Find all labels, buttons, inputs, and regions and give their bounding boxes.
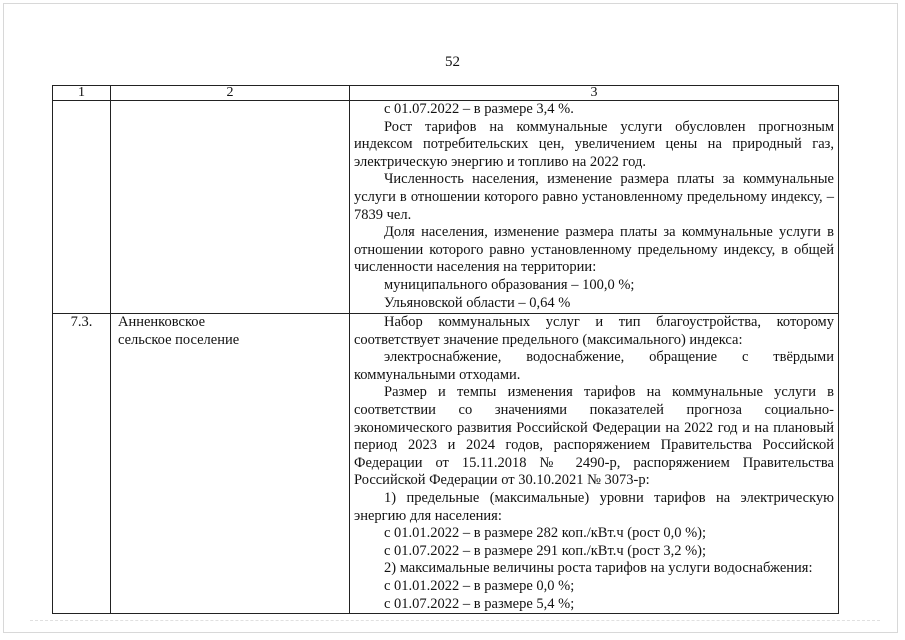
table-header-row: [53, 86, 839, 101]
settlement-name: [111, 101, 350, 314]
paragraph: Ульяновской области – 0,64 %: [384, 294, 571, 311]
paragraph: муниципального образования – 100,0 %;: [384, 276, 635, 293]
paragraph: с 01.01.2022 – в размере 0,0 %;: [384, 577, 575, 594]
column-header: 1: [53, 86, 111, 101]
table-row: [53, 101, 839, 314]
paragraph: 2) максимальные величины роста тарифов на услуги водоснабжения:: [384, 560, 813, 577]
settlement-name-line: Анненковское: [118, 314, 206, 330]
paragraph: с 01.01.2022 – в размере 282 коп./кВт.ч (рост 0,0 %);: [384, 525, 707, 542]
settlement-name: [111, 314, 350, 614]
row-number: [53, 101, 111, 314]
paragraph: Численность населения, изменение размера платы за коммунальные услуги в отношении которого равно установленному предельному индексу, – 7839 чел.: [354, 171, 834, 223]
row-description: [350, 101, 839, 314]
page-number: 52: [445, 54, 460, 70]
paragraph: Размер и темпы изменения тарифов на коммунальные услуги в соответствии со значениями показателей прогноза социально-экономического развития Российской Федерации на 2022 год и на плановый период 2023 и 2024 годов, распоряжением Правительства Российской Федерации от 15.11.2018 № 2490-р, распоряжением Правительства Российской Федерации от 30.10.2021 № 3073-р:: [354, 384, 834, 489]
paragraph: с 01.07.2022 – в размере 5,4 %;: [384, 595, 575, 612]
paragraph: с 01.07.2022 – в размере 3,4 %.: [384, 101, 574, 117]
column-header: 3: [350, 86, 839, 101]
paragraph: с 01.07.2022 – в размере 291 коп./кВт.ч (рост 3,2 %);: [384, 542, 707, 559]
paragraph: 1) предельные (максимальные) уровни тарифов на электрическую энергию для населения:: [354, 489, 834, 524]
column-header: 2: [111, 86, 350, 101]
table-row: [53, 314, 839, 614]
paragraph: Набор коммунальных услуг и тип благоустройства, которому соответствует значение предельного (максимального) индекса:: [354, 314, 834, 348]
paragraph: Доля населения, изменение размера платы за коммунальные услуги в отношении которого равно установленному предельному индексу, в общей численности населения на территории:: [354, 224, 834, 276]
paragraph: Рост тарифов на коммунальные услуги обусловлен прогнозным индексом потребительских цен, увеличением цены на природный газ, электрическую энергию и топливо на 2022 год.: [354, 118, 834, 170]
paragraph: электроснабжение, водоснабжение, обращение с твёрдыми коммунальными отходами.: [354, 349, 834, 383]
row-description: [350, 314, 839, 614]
document-table: [52, 85, 839, 614]
settlement-name-line: сельское поселение: [118, 331, 240, 348]
page-bottom-edge: [30, 620, 880, 621]
row-number: 7.3.: [53, 314, 111, 614]
